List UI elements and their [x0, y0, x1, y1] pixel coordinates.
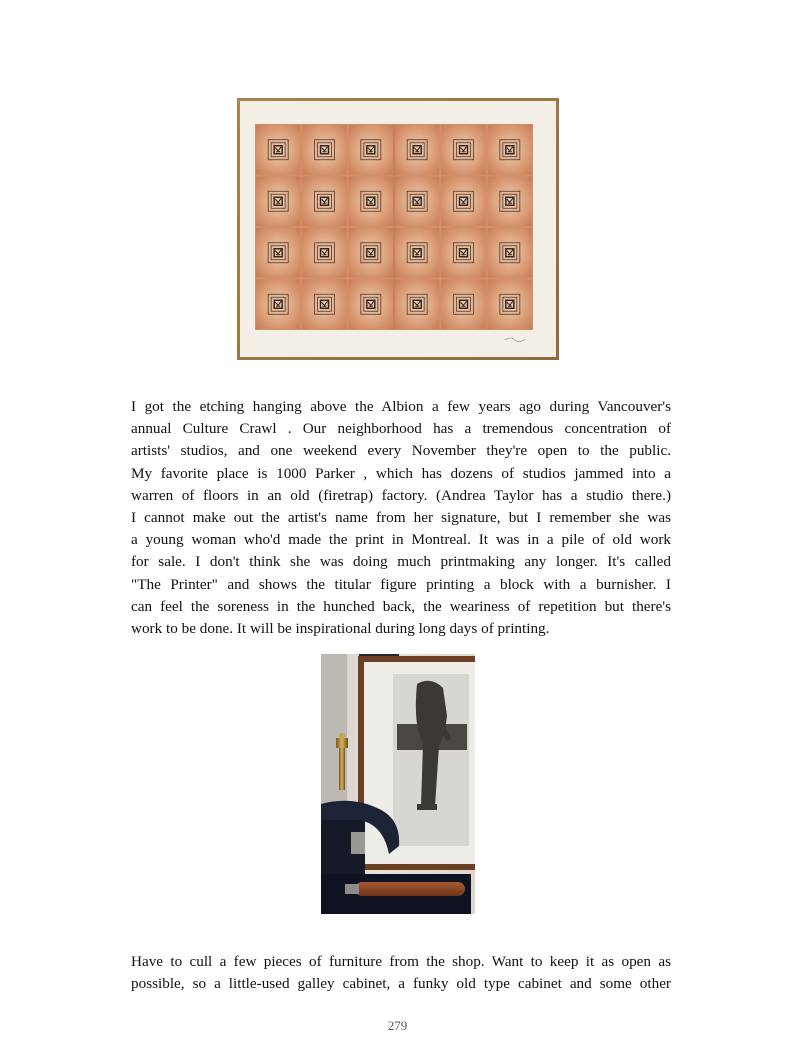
press-and-print-photo [321, 654, 475, 914]
press-image [321, 654, 475, 914]
text-line: can feel the soreness in the hunched back, the weariness of repetition but there's [131, 597, 671, 615]
text-line: for sale. I don't think she was doing much printmaking any longer. It's called [131, 553, 671, 571]
body-paragraph-furniture [131, 951, 671, 995]
text-line: artists' studios, and one weekend every November they're open to the public. [131, 442, 671, 460]
text-line: My favorite place is 1000 Parker , which has dozens of studios jammed into a [131, 464, 671, 482]
text-line: work to be done. It will be inspirational during long days of printing. [131, 619, 550, 637]
text-line: "The Printer" and shows the titular figure printing a block with a burnisher. I [131, 575, 671, 593]
text-line: I cannot make out the artist's name from her signature, but I remember she was [131, 508, 671, 526]
text-line: a young woman who'd made the print in Montreal. It was in a pile of old work [131, 531, 671, 549]
etching-image [237, 98, 559, 360]
text-line: possible, so a little-used galley cabinet, a funky old type cabinet and some other [131, 975, 671, 993]
text-line: I got the etching hanging above the Albion a few years ago during Vancouver's [131, 398, 671, 415]
body-paragraph-etching [131, 396, 671, 640]
etching-photo [237, 98, 559, 360]
text-line: warren of floors in an old (firetrap) factory. (Andrea Taylor has a studio there.) [131, 486, 671, 504]
text-line: annual Culture Crawl . Our neighborhood has a tremendous concentration of [131, 420, 671, 438]
page-number: 279 [387, 1018, 408, 1033]
text-line: Have to cull a few pieces of furniture from the shop. Want to keep it as open as [131, 953, 671, 970]
